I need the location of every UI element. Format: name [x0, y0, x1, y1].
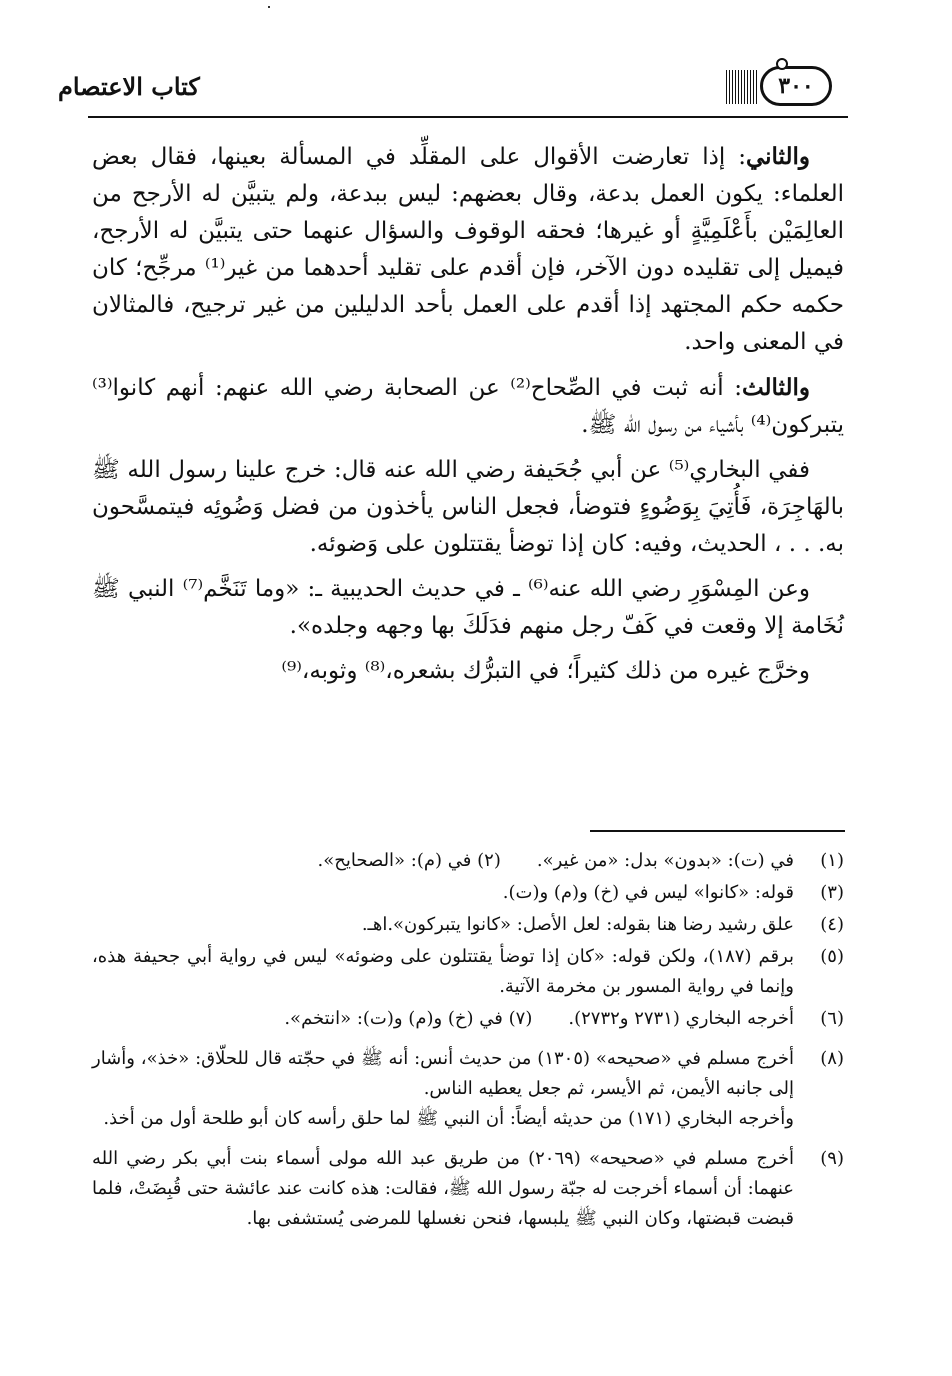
paragraph-text: ففي البخاري⁽⁵⁾ عن أبي جُحَيفة رضي الله عنه قال: خرج علينا رسول الله ﷺ بالهَاجِرَة، فَأُتِيَ بِوَضُوءٍ فتوضأ، فجعل الناس يأخذون من فضل وَضُوئِه فيتمسَّحون به. . . ، الحديث، وفيه: كان إذا توضأ يقتتلون على وَضوئه. — [92, 457, 844, 557]
footnote-text: في (ت): «بدون» بدل: «من غير». — [536, 850, 794, 871]
footnote-pair — [318, 846, 795, 876]
paragraph-others — [92, 653, 844, 690]
page-number: ٣٠٠ — [760, 66, 832, 106]
paragraph-text: : أنه ثبت في الصِّحاح⁽²⁾ عن الصحابة رضي الله عنهم: أنهم كانوا⁽³⁾ يتبركون⁽⁴⁾ بأشياء من رسول الله ﷺ. — [92, 375, 844, 438]
paragraph-bukhari — [92, 452, 844, 563]
footnote-separator — [590, 830, 845, 832]
footnote-row — [92, 846, 844, 876]
paragraph-miswar — [92, 571, 844, 645]
footnote-text: أخرجه البخاري (٢٧٣١ و٢٧٣٢). — [568, 1008, 794, 1029]
footnote-row — [92, 1004, 844, 1034]
footnote-text: علق رشيد رضا هنا بقوله: لعل الأصل: «كانوا يتبركون».اهـ. — [361, 914, 794, 935]
footnote-number: (٣) — [820, 882, 844, 903]
footnote-text: قوله: «كانوا» ليس في (خ) و(م) و(ت). — [502, 882, 794, 903]
book-title: كتاب الاعتصام — [58, 72, 200, 101]
scan-speck — [268, 6, 270, 8]
footnote-number: (٥) — [820, 946, 844, 967]
paragraph-text: وعن المِسْوَرِ رضي الله عنه⁽⁶⁾ ـ في حديث الحديبية ـ: «وما تَنَخَّم⁽⁷⁾ النبي ﷺ نُخَامة إلا وقعت في كَفّ رجل منهم فدَلَكَ بها وجهه وجلده». — [92, 576, 844, 639]
footnote-number: (٨) — [820, 1048, 844, 1069]
footnote-pair — [284, 1004, 794, 1034]
paragraph-text: وخرَّج غيره من ذلك كثيراً؛ في التبرُّك بشعره،⁽⁸⁾ وثوبه،⁽⁹⁾ — [281, 658, 810, 684]
footnote-text: أخرج مسلم في «صحيحه» (١٣٠٥) من حديث أنس: أنه ﷺ في حجّته قال للحلّاق: «خذ»، وأشار إلى جانبه الأيمن، ثم الأيسر، ثم جعل يعطيه الناس. — [92, 1048, 794, 1099]
footnote-number: (٦) — [820, 1008, 844, 1029]
ornament-dot — [776, 58, 788, 70]
ornament-bars — [726, 70, 758, 104]
footnote-number: (١) — [820, 850, 844, 871]
footnote-text: في (خ) و(م) و(ت): «انتخم». — [284, 1008, 503, 1029]
footnotes — [92, 846, 844, 1236]
page-number-ornament — [726, 64, 838, 108]
footnote-text: أخرج مسلم في «صحيحه» (٢٠٦٩) من طريق عبد الله مولى أسماء بنت أبي بكر رضي الله عنهما: أن أسماء أخرجت له جبّة رسول الله ﷺ، فقالت: هذه كانت عند عائشة حتى قُبِضَتْ، فلما قبضت قبضتها، وكان النبي ﷺ يلبسها، فنحن نغسلها للمرضى يُستشفى بها. — [92, 1148, 795, 1229]
footnote-row — [92, 1144, 844, 1234]
footnote-gap — [92, 1036, 844, 1044]
main-text — [92, 138, 844, 698]
page-header — [58, 60, 848, 120]
footnote-row — [92, 942, 844, 1002]
footnote-row — [92, 878, 844, 908]
footnote-number: (٤) — [820, 914, 844, 935]
footnote-text: وأخرجه البخاري (١٧١) من حديثه أيضاً: أن النبي ﷺ لما حلق رأسه كان أبو طلحة أول من أخذ. — [103, 1108, 794, 1129]
paragraph-lead: والثاني — [745, 143, 810, 170]
paragraph-lead: والثالث — [741, 374, 810, 401]
footnote-number: (٩) — [820, 1148, 844, 1169]
paragraph-text: : إذا تعارضت الأقوال على المقلِّد في المسألة بعينها، فقال بعض العلماء: يكون العمل بدعة، وقال بعضهم: ليس ببدعة، ولم يتبيَّن له الأرجح من العالِمَيْن بأَعْلَمِيَّةٍ أو غيرها؛ فحقه الوقوف والسؤال عنهما حتى يتبيَّن له الأرجح، فيميل إلى تقليده دون الآخر، فإن أقدم على تقليد أحدهما من غير⁽¹⁾ مرجِّح؛ كان حكمه حكم المجتهد إذا أقدم على العمل بأحد الدليلين من غير ترجيح، فالمثالان في المعنى واحد. — [92, 144, 844, 355]
footnote-text: برقم (١٨٧)، ولكن قوله: «كان إذا توضأ يقتتلون على وضوئه» ليس في رواية أبي جحيفة هذه، وإنما في رواية المسور بن مخرمة الآتية. — [92, 946, 794, 997]
footnote-text-block — [92, 1044, 794, 1134]
footnote-row — [92, 910, 844, 940]
footnote-row — [92, 1044, 844, 1134]
paragraph-second — [92, 138, 844, 361]
footnote-text: في (م): «الصحايح». — [317, 850, 472, 871]
header-rule — [88, 116, 848, 118]
footnote-number: (٧) — [508, 1008, 533, 1029]
footnote-gap — [92, 1136, 844, 1144]
footnote-number: (٢) — [477, 850, 501, 871]
paragraph-third — [92, 369, 844, 444]
